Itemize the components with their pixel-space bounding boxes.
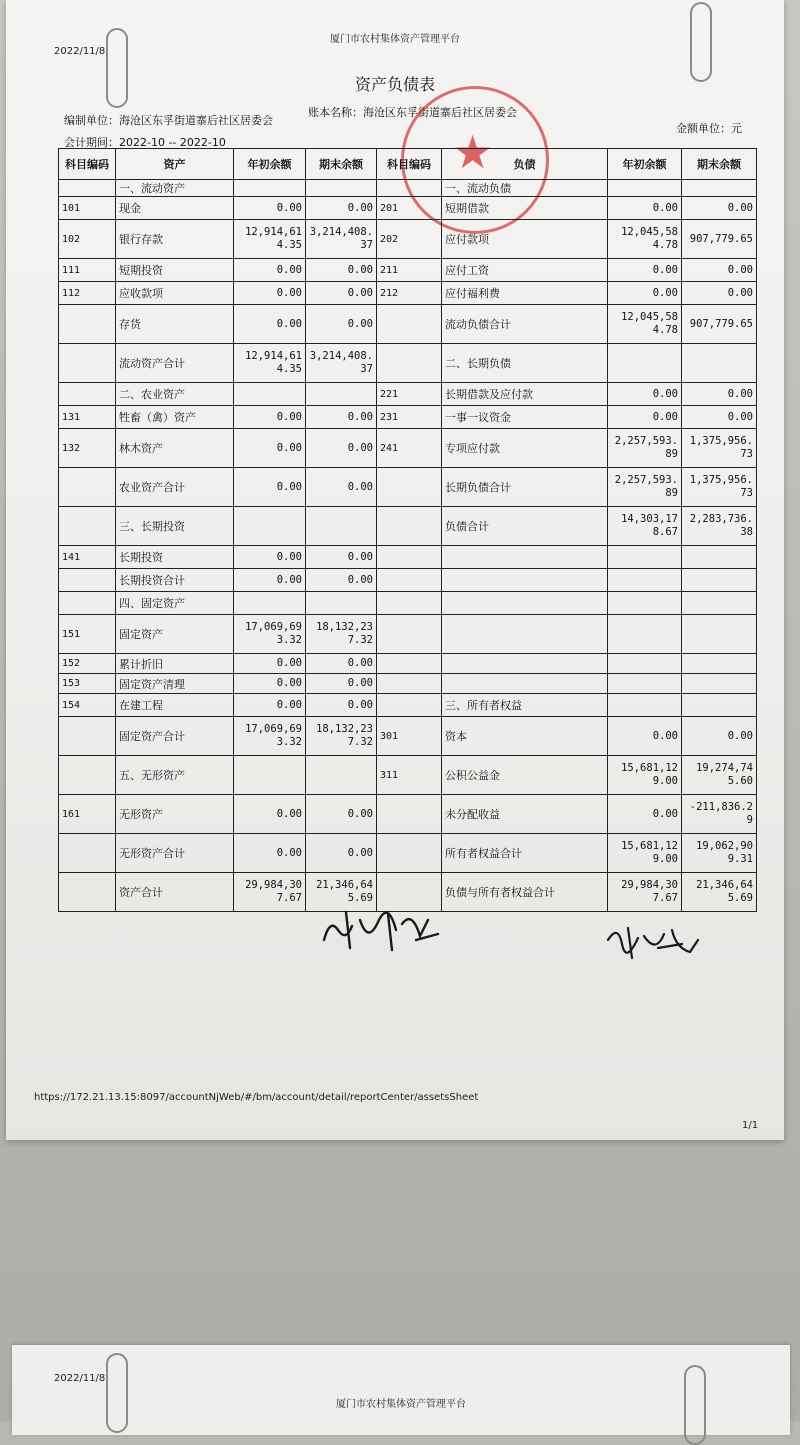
- table-cell: 一、流动负债: [442, 180, 608, 197]
- table-cell: [234, 756, 306, 795]
- table-cell: 二、农业资产: [116, 383, 234, 406]
- table-cell: [234, 180, 306, 197]
- table-cell: 长期借款及应付款: [442, 383, 608, 406]
- table-cell: [306, 180, 377, 197]
- table-cell: 141: [59, 546, 116, 569]
- table-cell: [682, 180, 757, 197]
- table-cell: 0.00: [234, 468, 306, 507]
- table-cell: [682, 592, 757, 615]
- next-sheet-date: 2022/11/8: [54, 1373, 106, 1384]
- table-cell: 0.00: [306, 694, 377, 717]
- table-cell: 应收款项: [116, 282, 234, 305]
- table-cell: 19,274,745.60: [682, 756, 757, 795]
- table-row: [59, 654, 757, 674]
- table-cell: 3,214,408.37: [306, 344, 377, 383]
- table-cell: [377, 834, 442, 873]
- column-header: 科目编码: [377, 149, 442, 180]
- table-cell: 29,984,307.67: [608, 873, 682, 912]
- table-cell: [377, 344, 442, 383]
- table-cell: 907,779.65: [682, 220, 757, 259]
- table-cell: 3,214,408.37: [306, 220, 377, 259]
- table-cell: [442, 654, 608, 674]
- table-cell: 152: [59, 654, 116, 674]
- currency-label: 金额单位：元: [676, 122, 742, 135]
- table-cell: 0.00: [306, 569, 377, 592]
- table-row: [59, 197, 757, 220]
- table-cell: 221: [377, 383, 442, 406]
- table-cell: [59, 383, 116, 406]
- table-cell: -211,836.29: [682, 795, 757, 834]
- table-cell: 0.00: [234, 674, 306, 694]
- table-cell: [442, 615, 608, 654]
- table-cell: [442, 546, 608, 569]
- table-row: [59, 406, 757, 429]
- balance-sheet-table: [58, 148, 757, 912]
- table-cell: [377, 592, 442, 615]
- table-cell: 0.00: [234, 654, 306, 674]
- table-cell: 流动负债合计: [442, 305, 608, 344]
- table-cell: [608, 615, 682, 654]
- paperclip-icon: [690, 2, 712, 82]
- table-cell: 0.00: [306, 197, 377, 220]
- table-cell: [608, 592, 682, 615]
- table-row: [59, 569, 757, 592]
- table-cell: 四、固定资产: [116, 592, 234, 615]
- table-cell: 0.00: [306, 282, 377, 305]
- table-cell: 0.00: [608, 282, 682, 305]
- table-cell: 固定资产: [116, 615, 234, 654]
- table-cell: 0.00: [682, 197, 757, 220]
- table-cell: 存货: [116, 305, 234, 344]
- table-row: [59, 674, 757, 694]
- table-cell: 15,681,129.00: [608, 834, 682, 873]
- table-cell: [377, 507, 442, 546]
- table-cell: 18,132,237.32: [306, 615, 377, 654]
- page-title: 资产负债表: [354, 75, 435, 94]
- table-cell: 15,681,129.00: [608, 756, 682, 795]
- table-cell: 153: [59, 674, 116, 694]
- table-cell: 211: [377, 259, 442, 282]
- unit-label: 编制单位：海沧区东孚街道寨后社区居委会: [64, 114, 273, 127]
- table-cell: 151: [59, 615, 116, 654]
- table-cell: [682, 674, 757, 694]
- source-url: https://172.21.13.15:8097/accountNjWeb/#/bm/account/detail/reportCenter/assetsSheet: [34, 1092, 479, 1103]
- table-cell: [377, 305, 442, 344]
- table-cell: 17,069,693.32: [234, 717, 306, 756]
- table-cell: [608, 569, 682, 592]
- table-cell: 0.00: [682, 259, 757, 282]
- table-cell: [234, 383, 306, 406]
- table-cell: 长期投资合计: [116, 569, 234, 592]
- table-cell: 311: [377, 756, 442, 795]
- table-cell: [59, 592, 116, 615]
- table-cell: 12,045,584.78: [608, 220, 682, 259]
- account-label: 账本名称：海沧区东孚街道寨后社区居委会: [308, 106, 517, 119]
- table-cell: 112: [59, 282, 116, 305]
- table-row: [59, 615, 757, 654]
- table-cell: 0.00: [306, 834, 377, 873]
- table-cell: 累计折旧: [116, 654, 234, 674]
- paperclip-icon: [684, 1365, 706, 1445]
- table-row: [59, 717, 757, 756]
- table-cell: [59, 717, 116, 756]
- table-cell: [59, 507, 116, 546]
- table-cell: 所有者权益合计: [442, 834, 608, 873]
- table-cell: 12,045,584.78: [608, 305, 682, 344]
- paperclip-icon: [106, 1353, 128, 1433]
- table-cell: 0.00: [608, 197, 682, 220]
- table-cell: 0.00: [306, 795, 377, 834]
- paperclip-icon: [106, 28, 128, 108]
- table-cell: [682, 546, 757, 569]
- platform-name: 厦门市农村集体资产管理平台: [330, 34, 460, 45]
- table-cell: 0.00: [306, 674, 377, 694]
- table-cell: 0.00: [608, 795, 682, 834]
- table-cell: 银行存款: [116, 220, 234, 259]
- table-cell: 应付福利费: [442, 282, 608, 305]
- table-cell: 应付款项: [442, 220, 608, 259]
- balance-sheet-page: [6, 0, 784, 1140]
- column-header: 期末余额: [306, 149, 377, 180]
- table-cell: 0.00: [306, 546, 377, 569]
- table-cell: 18,132,237.32: [306, 717, 377, 756]
- table-cell: 0.00: [234, 197, 306, 220]
- table-cell: 公积公益金: [442, 756, 608, 795]
- table-row: [59, 259, 757, 282]
- table-cell: 0.00: [306, 406, 377, 429]
- table-cell: 0.00: [234, 282, 306, 305]
- table-cell: 短期借款: [442, 197, 608, 220]
- table-row: [59, 220, 757, 259]
- table-cell: 资产合计: [116, 873, 234, 912]
- table-cell: [682, 615, 757, 654]
- table-row: [59, 507, 757, 546]
- table-cell: 在建工程: [116, 694, 234, 717]
- table-cell: 流动资产合计: [116, 344, 234, 383]
- table-cell: [682, 344, 757, 383]
- table-cell: 21,346,645.69: [682, 873, 757, 912]
- table-cell: [608, 654, 682, 674]
- table-cell: 无形资产: [116, 795, 234, 834]
- table-cell: [377, 694, 442, 717]
- page-number: 1/1: [742, 1120, 759, 1131]
- table-cell: 212: [377, 282, 442, 305]
- table-cell: 0.00: [306, 429, 377, 468]
- table-cell: [608, 344, 682, 383]
- table-row: [59, 834, 757, 873]
- table-cell: 131: [59, 406, 116, 429]
- table-cell: 一事一议资金: [442, 406, 608, 429]
- table-cell: 2,283,736.38: [682, 507, 757, 546]
- table-cell: [306, 592, 377, 615]
- table-cell: [59, 569, 116, 592]
- table-cell: 0.00: [234, 834, 306, 873]
- table-cell: [377, 546, 442, 569]
- table-cell: [608, 546, 682, 569]
- column-header: 年初余额: [234, 149, 306, 180]
- table-cell: 农业资产合计: [116, 468, 234, 507]
- table-cell: 0.00: [608, 259, 682, 282]
- signature-2: [598, 918, 708, 966]
- table-cell: [682, 694, 757, 717]
- table-cell: 短期投资: [116, 259, 234, 282]
- print-date: 2022/11/8: [54, 46, 106, 57]
- table-row: [59, 383, 757, 406]
- table-cell: 301: [377, 717, 442, 756]
- table-cell: [59, 873, 116, 912]
- table-cell: 201: [377, 197, 442, 220]
- table-cell: 202: [377, 220, 442, 259]
- table-cell: 231: [377, 406, 442, 429]
- table-cell: 0.00: [306, 654, 377, 674]
- table-row: [59, 756, 757, 795]
- table-cell: 0.00: [306, 305, 377, 344]
- table-cell: 0.00: [306, 259, 377, 282]
- signature-1: [316, 900, 446, 960]
- table-row: [59, 282, 757, 305]
- table-cell: 161: [59, 795, 116, 834]
- table-cell: 111: [59, 259, 116, 282]
- table-cell: 0.00: [234, 406, 306, 429]
- table-cell: 负债合计: [442, 507, 608, 546]
- table-cell: 0.00: [234, 429, 306, 468]
- table-cell: [377, 180, 442, 197]
- column-header: 期末余额: [682, 149, 757, 180]
- table-row: [59, 546, 757, 569]
- star-icon: ★: [452, 125, 494, 179]
- table-cell: [682, 654, 757, 674]
- table-cell: 12,914,614.35: [234, 344, 306, 383]
- table-cell: [377, 615, 442, 654]
- table-cell: [59, 305, 116, 344]
- table-cell: [377, 569, 442, 592]
- table-cell: 一、流动资产: [116, 180, 234, 197]
- table-cell: 0.00: [234, 569, 306, 592]
- table-cell: 154: [59, 694, 116, 717]
- table-cell: [59, 834, 116, 873]
- table-cell: 0.00: [608, 717, 682, 756]
- table-cell: 0.00: [306, 468, 377, 507]
- table-cell: 19,062,909.31: [682, 834, 757, 873]
- column-header: 资产: [116, 149, 234, 180]
- table-row: [59, 694, 757, 717]
- table-cell: 0.00: [234, 259, 306, 282]
- table-cell: 2,257,593.89: [608, 429, 682, 468]
- table-row: [59, 305, 757, 344]
- table-cell: 长期负债合计: [442, 468, 608, 507]
- table-row: [59, 180, 757, 197]
- table-cell: 牲畜（禽）资产: [116, 406, 234, 429]
- table-cell: [306, 383, 377, 406]
- table-cell: 102: [59, 220, 116, 259]
- table-cell: 17,069,693.32: [234, 615, 306, 654]
- table-cell: 负债与所有者权益合计: [442, 873, 608, 912]
- table-cell: [442, 674, 608, 694]
- table-cell: 0.00: [234, 694, 306, 717]
- table-cell: 0.00: [608, 406, 682, 429]
- table-cell: 固定资产合计: [116, 717, 234, 756]
- table-cell: 0.00: [682, 717, 757, 756]
- period-label: 会计期间：2022-10 -- 2022-10: [64, 136, 226, 149]
- table-cell: [377, 674, 442, 694]
- table-cell: 林木资产: [116, 429, 234, 468]
- table-cell: 三、长期投资: [116, 507, 234, 546]
- table-row: [59, 344, 757, 383]
- table-cell: 0.00: [608, 383, 682, 406]
- table-cell: 0.00: [682, 282, 757, 305]
- table-cell: [442, 592, 608, 615]
- table-cell: [59, 756, 116, 795]
- table-cell: [608, 694, 682, 717]
- table-cell: 现金: [116, 197, 234, 220]
- table-cell: 无形资产合计: [116, 834, 234, 873]
- table-cell: 132: [59, 429, 116, 468]
- table-cell: 二、长期负债: [442, 344, 608, 383]
- table-cell: [682, 569, 757, 592]
- table-row: [59, 592, 757, 615]
- table-cell: [59, 468, 116, 507]
- table-cell: 2,257,593.89: [608, 468, 682, 507]
- table-cell: [377, 654, 442, 674]
- table-cell: 241: [377, 429, 442, 468]
- table-row: [59, 468, 757, 507]
- next-sheet-platform: 厦门市农村集体资产管理平台: [336, 1399, 466, 1410]
- table-cell: 专项应付款: [442, 429, 608, 468]
- table-row: [59, 429, 757, 468]
- table-cell: [377, 795, 442, 834]
- table-cell: 907,779.65: [682, 305, 757, 344]
- column-header: 负债: [442, 149, 608, 180]
- table-cell: 三、所有者权益: [442, 694, 608, 717]
- table-cell: 0.00: [234, 546, 306, 569]
- table-cell: 21,346,645.69: [306, 873, 377, 912]
- table-header: [59, 149, 757, 180]
- table-cell: 应付工资: [442, 259, 608, 282]
- table-cell: [59, 180, 116, 197]
- table-cell: [306, 756, 377, 795]
- table-cell: 101: [59, 197, 116, 220]
- table-cell: 长期投资: [116, 546, 234, 569]
- table-cell: 12,914,614.35: [234, 220, 306, 259]
- table-cell: [59, 344, 116, 383]
- table-cell: 1,375,956.73: [682, 468, 757, 507]
- table-cell: 0.00: [234, 305, 306, 344]
- table-cell: 0.00: [682, 383, 757, 406]
- table-cell: [442, 569, 608, 592]
- table-cell: 0.00: [682, 406, 757, 429]
- table-body: [59, 180, 757, 912]
- table-cell: 1,375,956.73: [682, 429, 757, 468]
- next-sheet: [12, 1345, 790, 1435]
- column-header: 年初余额: [608, 149, 682, 180]
- table-cell: [608, 180, 682, 197]
- table-cell: [234, 592, 306, 615]
- column-header: 科目编码: [59, 149, 116, 180]
- table-cell: 14,303,178.67: [608, 507, 682, 546]
- table-cell: 0.00: [234, 795, 306, 834]
- table-cell: 29,984,307.67: [234, 873, 306, 912]
- table-cell: [377, 468, 442, 507]
- table-cell: 固定资产清理: [116, 674, 234, 694]
- table-cell: 资本: [442, 717, 608, 756]
- table-cell: 未分配收益: [442, 795, 608, 834]
- table-cell: [608, 674, 682, 694]
- table-row: [59, 795, 757, 834]
- table-cell: 五、无形资产: [116, 756, 234, 795]
- table-cell: [234, 507, 306, 546]
- table-cell: [306, 507, 377, 546]
